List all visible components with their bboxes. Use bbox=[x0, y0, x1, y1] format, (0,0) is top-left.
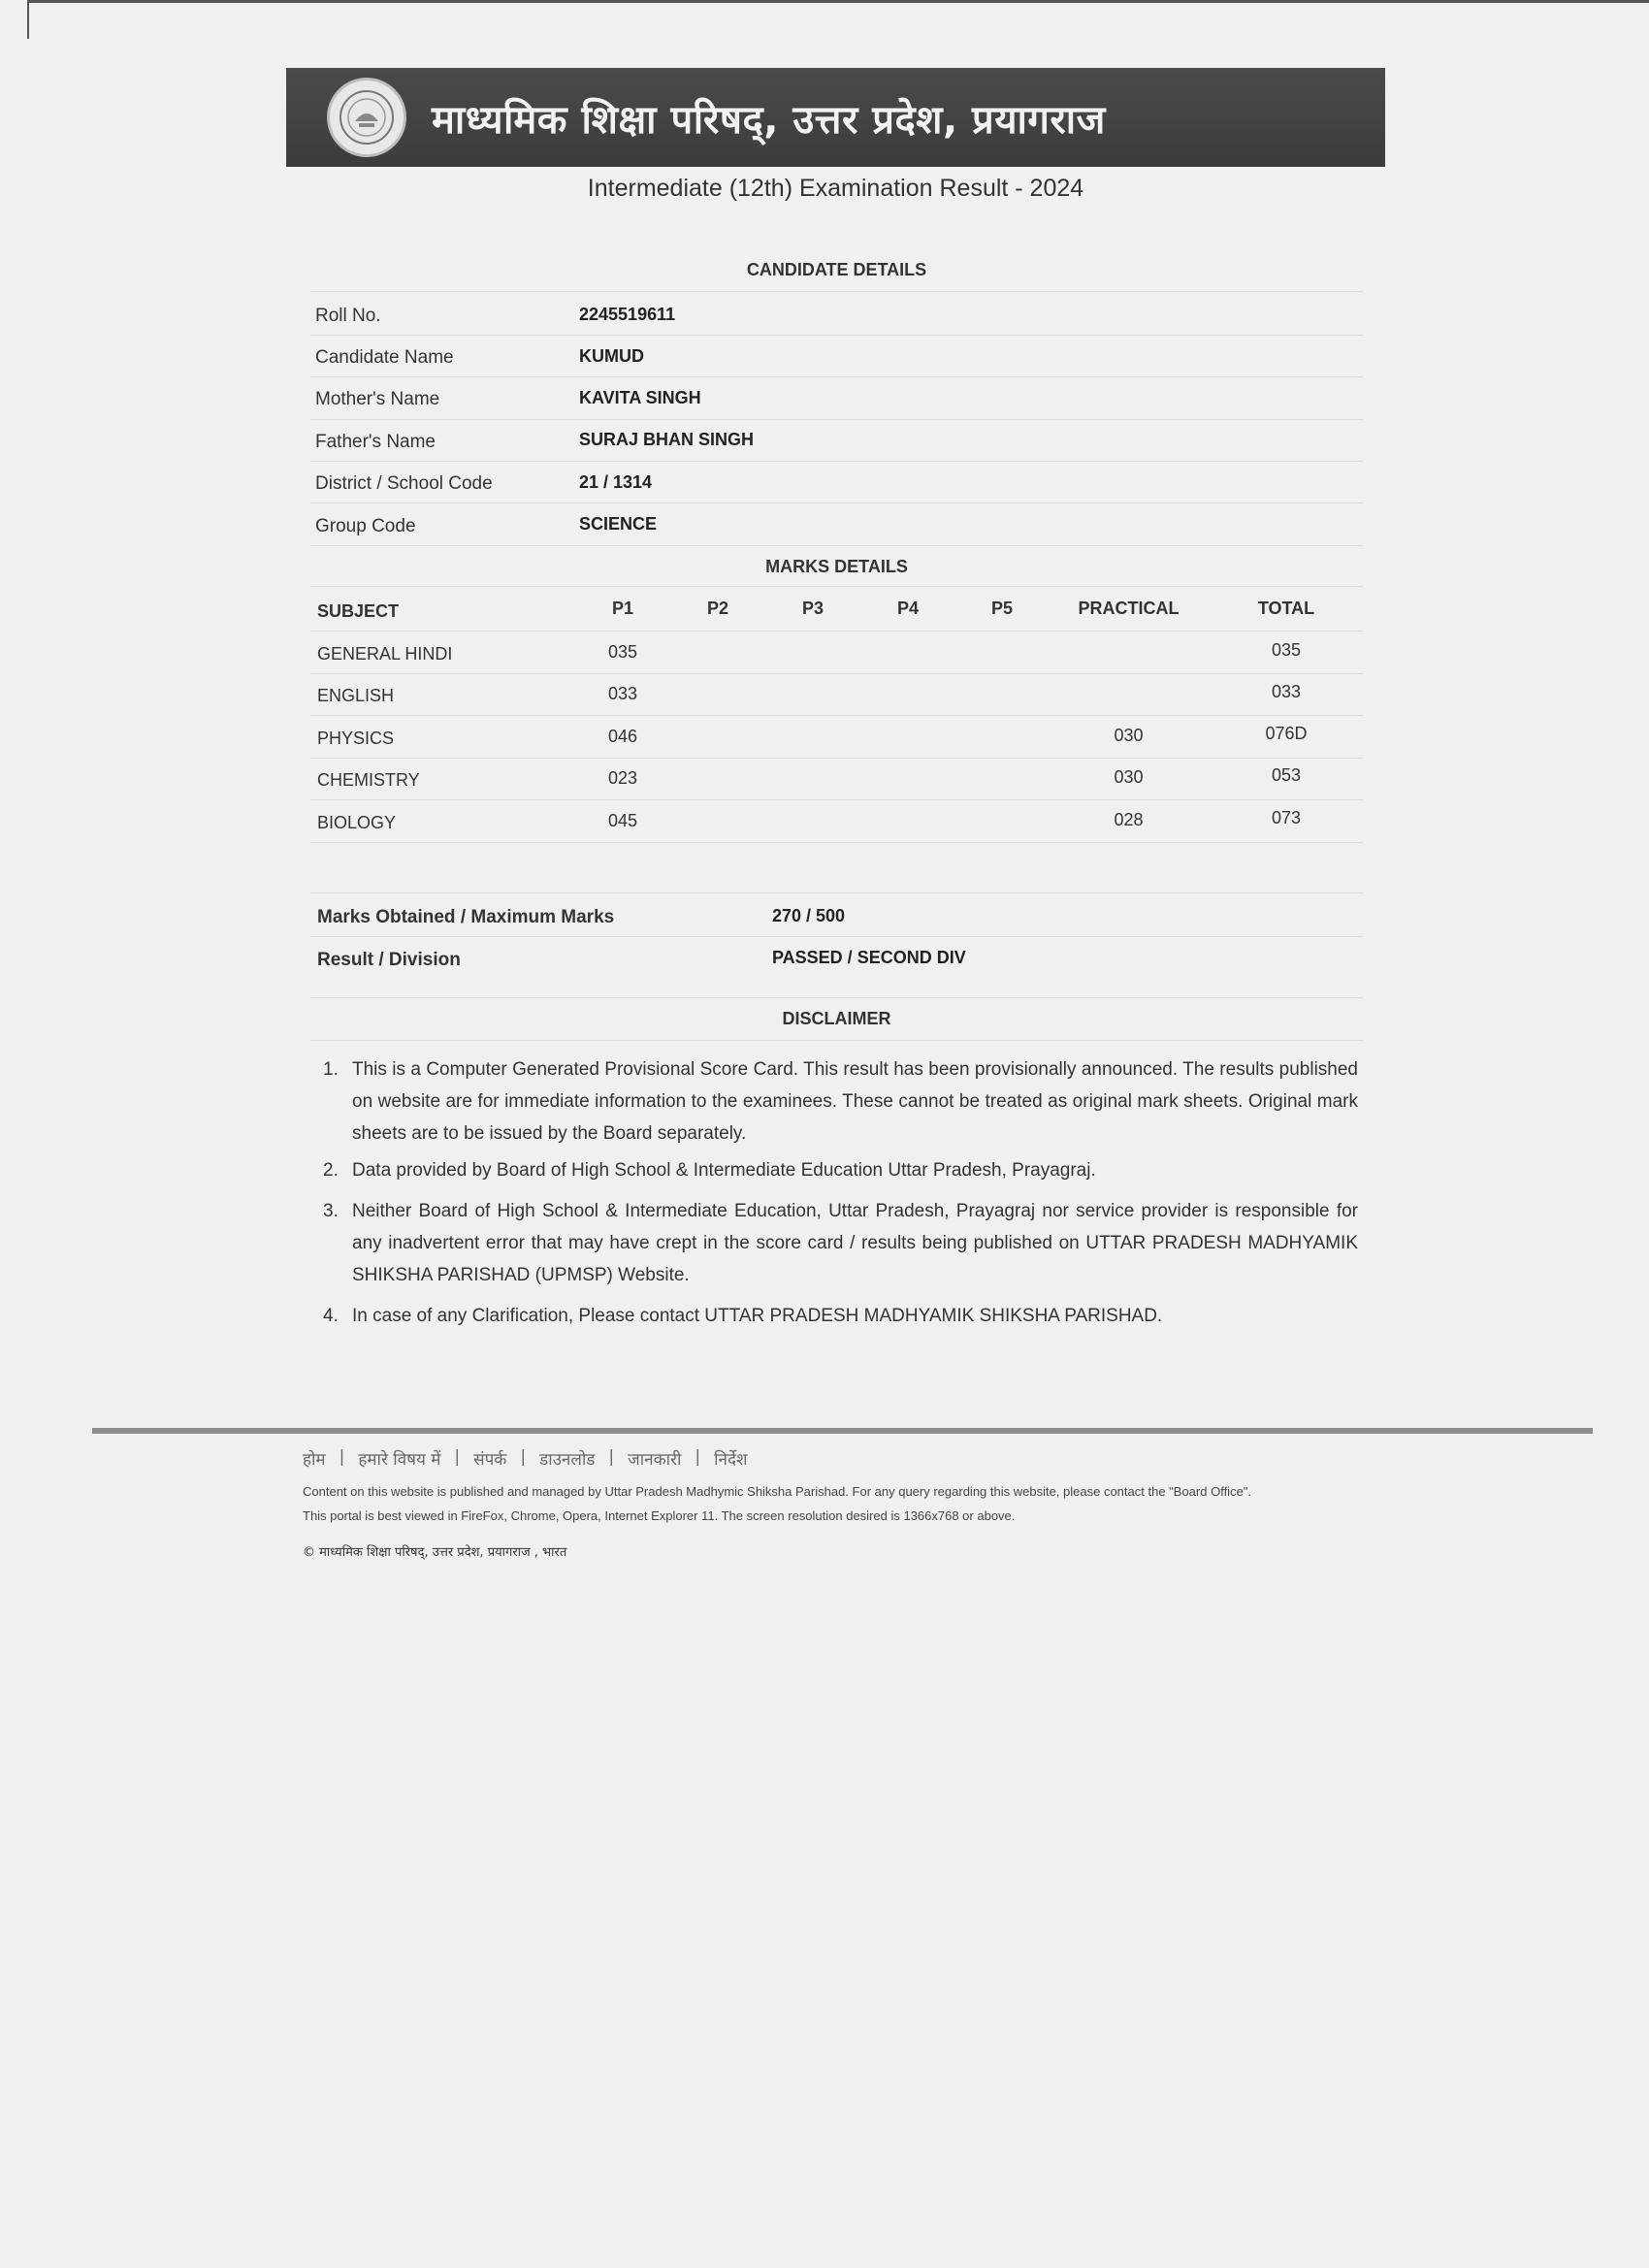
page-edge bbox=[27, 0, 29, 39]
column-header-total: TOTAL bbox=[1257, 599, 1315, 618]
district-school-code-value: 21 / 1314 bbox=[579, 472, 653, 492]
mark-p1: 035 bbox=[607, 642, 638, 662]
divider bbox=[310, 1040, 1363, 1041]
disclaimer-number: 4. bbox=[323, 1306, 339, 1326]
disclaimer-text: Data provided by Board of High School & Intermediate Education Uttar Pradesh, Prayagraj. bbox=[352, 1160, 1096, 1181]
column-header-p5: P5 bbox=[990, 599, 1014, 618]
footer-note: Content on this website is published and managed by Uttar Pradesh Madhymic Shiksha Parishad. For any query regarding this website, please contact the "Board Office". bbox=[303, 1484, 1252, 1499]
footer-link-home[interactable]: होम bbox=[303, 1450, 326, 1470]
column-header-practical: PRACTICAL bbox=[1078, 599, 1180, 618]
mark-total: 033 bbox=[1271, 682, 1302, 701]
footer-separator: | bbox=[695, 1447, 701, 1467]
divider bbox=[310, 936, 1363, 937]
district-school-code-label: District / School Code bbox=[315, 473, 493, 494]
divider bbox=[310, 799, 1363, 800]
disclaimer-item bbox=[323, 1053, 1358, 1150]
footer-link-download[interactable]: डाउनलोड bbox=[539, 1450, 596, 1470]
divider bbox=[310, 631, 1363, 632]
footer-separator: | bbox=[520, 1447, 527, 1467]
result-division-label: Result / Division bbox=[317, 950, 461, 970]
emblem-logo-icon bbox=[327, 78, 406, 157]
father-name-value: SURAJ BHAN SINGH bbox=[579, 430, 755, 449]
board-title: माध्यमिक शिक्षा परिषद्, उत्तर प्रदेश, प्रयागराज bbox=[432, 97, 1106, 143]
group-code-label: Group Code bbox=[315, 516, 416, 536]
divider bbox=[310, 586, 1363, 587]
mark-practical: 030 bbox=[1114, 726, 1144, 745]
mark-p1: 023 bbox=[607, 768, 638, 788]
mark-total: 073 bbox=[1271, 808, 1302, 827]
divider bbox=[310, 461, 1363, 462]
disclaimer-number: 3. bbox=[323, 1201, 339, 1221]
footer-separator: | bbox=[608, 1447, 615, 1467]
footer-link-instructions[interactable]: निर्देश bbox=[714, 1450, 748, 1470]
divider bbox=[310, 673, 1363, 674]
mother-name-label: Mother's Name bbox=[315, 389, 440, 409]
column-header-p3: P3 bbox=[801, 599, 824, 618]
marks-obtained-label: Marks Obtained / Maximum Marks bbox=[317, 907, 615, 927]
group-code-value: SCIENCE bbox=[579, 514, 658, 534]
mark-total: 076D bbox=[1265, 724, 1308, 743]
divider bbox=[310, 291, 1363, 292]
column-header-p4: P4 bbox=[896, 599, 920, 618]
subject-name: GENERAL HINDI bbox=[317, 644, 453, 664]
mark-p1: 046 bbox=[607, 727, 638, 746]
footer-link-contact[interactable]: संपर्क bbox=[473, 1450, 507, 1470]
mark-p1: 045 bbox=[607, 811, 638, 830]
footer-nav bbox=[303, 1447, 748, 1470]
candidate-name-label: Candidate Name bbox=[315, 347, 454, 368]
footer-separator: | bbox=[339, 1447, 345, 1467]
divider bbox=[310, 419, 1363, 420]
divider bbox=[310, 545, 1363, 546]
subject-name: PHYSICS bbox=[317, 729, 395, 748]
mark-total: 035 bbox=[1271, 640, 1302, 660]
disclaimer-text: Neither Board of High School & Intermediate Education, Uttar Pradesh, Prayagraj nor service provider is responsible for any inadvertent error that may have crept in the score card / results being published on UTTAR PRADESH MADHYAMIK SHIKSHA PARISHAD (UPMSP) Website. bbox=[352, 1201, 1358, 1285]
subject-name: ENGLISH bbox=[317, 686, 395, 705]
disclaimer-text: This is a Computer Generated Provisional Score Card. This result has been provisionally announced. The results published on website are for immediate information to the examinees. These cannot be treated as original mark sheets. Original mark sheets are to be issued by the Board separately. bbox=[352, 1059, 1358, 1144]
column-header-subject: SUBJECT bbox=[317, 601, 400, 621]
divider bbox=[310, 715, 1363, 716]
mark-total: 053 bbox=[1271, 765, 1302, 785]
roll-no-value: 2245519611 bbox=[579, 305, 676, 324]
father-name-label: Father's Name bbox=[315, 432, 436, 452]
result-division-value: PASSED / SECOND DIV bbox=[772, 948, 966, 967]
divider bbox=[310, 758, 1363, 759]
divider bbox=[310, 997, 1363, 998]
mark-p1: 033 bbox=[607, 684, 638, 703]
divider bbox=[310, 842, 1363, 843]
footer-link-information[interactable]: जानकारी bbox=[628, 1450, 682, 1470]
roll-no-label: Roll No. bbox=[315, 306, 381, 326]
page-title: Intermediate (12th) Examination Result - 2024 bbox=[587, 175, 1084, 202]
footer-link-about[interactable]: हमारे विषय में bbox=[358, 1450, 441, 1470]
disclaimer-heading: DISCLAIMER bbox=[782, 1009, 891, 1028]
divider bbox=[310, 892, 1363, 893]
subject-name: CHEMISTRY bbox=[317, 770, 420, 790]
disclaimer-item bbox=[323, 1154, 1358, 1186]
footer-note: This portal is best viewed in FireFox, Chrome, Opera, Internet Explorer 11. The screen resolution desired is 1366x768 or above. bbox=[303, 1508, 1016, 1523]
disclaimer-number: 2. bbox=[323, 1160, 339, 1181]
header-banner bbox=[286, 68, 1385, 167]
subject-name: BIOLOGY bbox=[317, 813, 397, 832]
mother-name-value: KAVITA SINGH bbox=[579, 388, 701, 407]
disclaimer-item bbox=[323, 1300, 1358, 1332]
disclaimer-number: 1. bbox=[323, 1059, 339, 1080]
footer-divider bbox=[92, 1428, 1593, 1434]
candidate-details-heading: CANDIDATE DETAILS bbox=[746, 260, 927, 279]
divider bbox=[310, 335, 1363, 336]
disclaimer-text: In case of any Clarification, Please contact UTTAR PRADESH MADHYAMIK SHIKSHA PARISHAD. bbox=[352, 1306, 1163, 1326]
page-edge bbox=[29, 0, 1649, 3]
footer-copyright: © माध्यमिक शिक्षा परिषद्, उत्तर प्रदेश, प्रयागराज , भारत bbox=[303, 1545, 567, 1560]
disclaimer-item bbox=[323, 1195, 1358, 1291]
footer-separator: | bbox=[454, 1447, 461, 1467]
mark-practical: 030 bbox=[1114, 767, 1144, 787]
column-header-p1: P1 bbox=[611, 599, 634, 618]
candidate-name-value: KUMUD bbox=[579, 346, 644, 366]
divider bbox=[310, 376, 1363, 377]
column-header-p2: P2 bbox=[706, 599, 729, 618]
mark-practical: 028 bbox=[1114, 810, 1144, 829]
divider bbox=[310, 502, 1363, 503]
marks-obtained-value: 270 / 500 bbox=[772, 906, 846, 925]
marks-details-heading: MARKS DETAILS bbox=[765, 557, 908, 576]
